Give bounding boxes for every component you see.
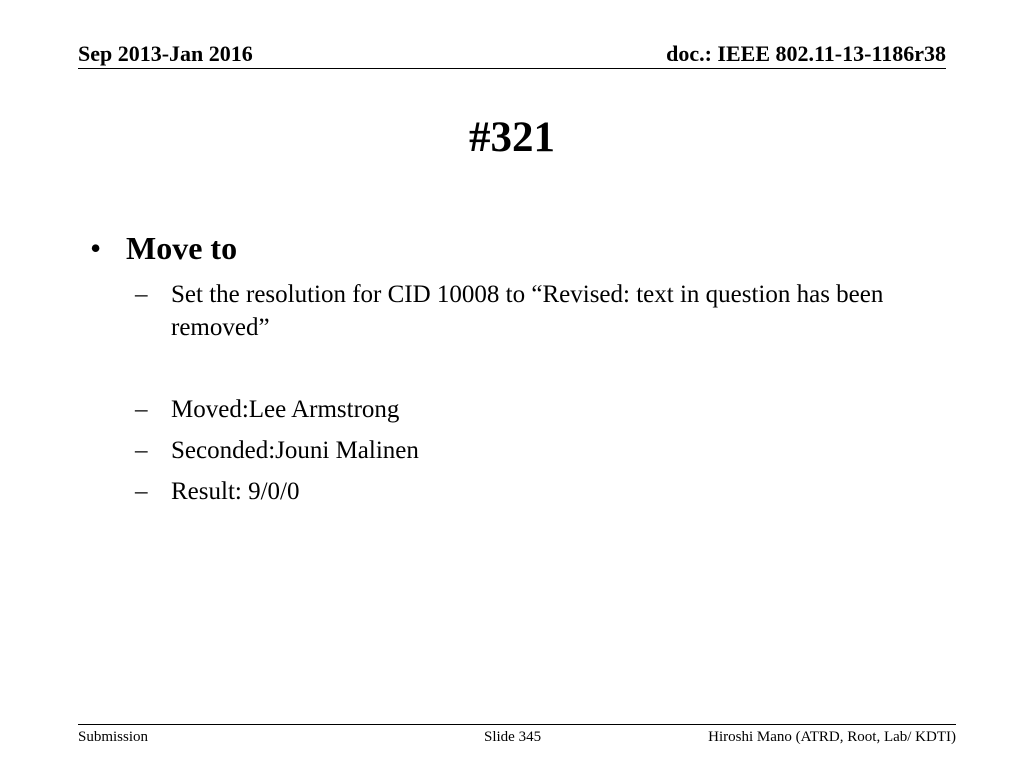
header-date-range: Sep 2013-Jan 2016 bbox=[78, 41, 253, 66]
sub-item-text: Moved:Lee Armstrong bbox=[171, 396, 400, 423]
footer-submission: Submission bbox=[78, 729, 149, 745]
sub-item-resolution bbox=[135, 278, 955, 344]
sub-item-moved bbox=[135, 393, 955, 426]
sub-item-result bbox=[135, 475, 955, 508]
footer-divider bbox=[78, 724, 956, 725]
footer-author: Hiroshi Mano (ATRD, Root, Lab/ KDTI) bbox=[708, 729, 956, 745]
sub-item-marker: – bbox=[135, 281, 148, 308]
sub-item-marker: – bbox=[135, 437, 148, 464]
header-divider bbox=[78, 68, 946, 69]
sub-item-text: Seconded:Jouni Malinen bbox=[171, 437, 419, 464]
header-doc-id: doc.: IEEE 802.11-13-1186r38 bbox=[666, 41, 946, 66]
bullet-move-to bbox=[90, 228, 237, 268]
sub-item-marker: – bbox=[135, 478, 148, 505]
bullet-marker: • bbox=[90, 230, 102, 266]
slide-title: #321 bbox=[469, 114, 555, 161]
footer-slide-number: Slide 345 bbox=[484, 729, 542, 745]
sub-item-text: Set the resolution for CID 10008 to “Revised: text in question has been removed” bbox=[171, 281, 884, 341]
sub-item-text: Result: 9/0/0 bbox=[171, 478, 300, 505]
sub-item-seconded bbox=[135, 434, 955, 467]
sub-item-marker: – bbox=[135, 396, 148, 423]
bullet-label: Move to bbox=[126, 230, 238, 266]
